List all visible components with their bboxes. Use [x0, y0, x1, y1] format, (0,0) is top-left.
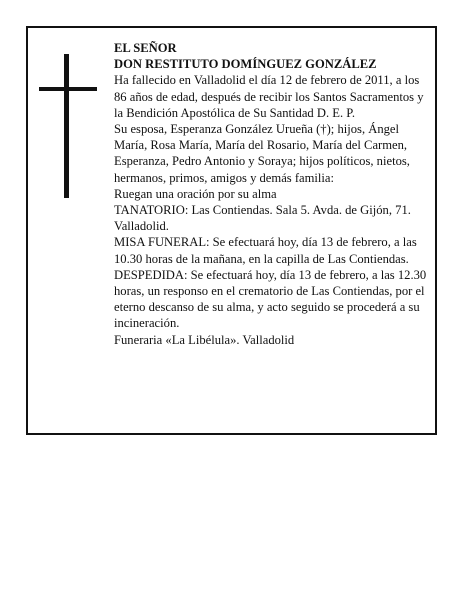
prayer-request: Ruegan una oración por su alma — [114, 186, 277, 201]
deceased-name: DON RESTITUTO DOMÍNGUEZ GONZÁLEZ — [114, 57, 377, 72]
family-list: Su esposa, Esperanza González Urueña (†); hijos, Ángel María, Rosa María, María del Rosario, María del Carmen, Esperanza, Pedro Antonio y Soraya; hijos políticos, nietos, hermanos, primos, amigos y demás familia: — [114, 122, 410, 185]
cross-vertical-bar — [64, 54, 69, 198]
deceased-title: EL SEÑOR — [114, 41, 177, 55]
funeral-mass-info: MISA FUNERAL: Se efectuará hoy, día 13 de febrero, a las 10.30 horas de la mañana, en la capilla de Las Contiendas. — [114, 235, 417, 266]
obituary-notice — [26, 26, 437, 435]
notice-text — [114, 40, 432, 348]
funeral-service-provider: Funeraria «La Libélula». Valladolid — [114, 332, 295, 347]
cross-horizontal-bar — [39, 87, 97, 91]
funeral-home-info: TANATORIO: Las Contiendas. Sala 5. Avda. de Gijón, 71. Valladolid. — [114, 203, 411, 234]
cross-icon — [39, 54, 97, 198]
death-announcement: Ha fallecido en Valladolid el día 12 de febrero de 2011, a los 86 años de edad, después de recibir los Santos Sacramentos y la Bendición Apostólica de Su Santidad D. E. P. — [114, 73, 424, 120]
farewell-info: DESPEDIDA: Se efectuará hoy, día 13 de febrero, a las 12.30 horas, un responso en el crematorio de Las Contiendas, por el eterno descanso de su alma, y acto seguido se procederá a su incineración. — [114, 267, 427, 331]
